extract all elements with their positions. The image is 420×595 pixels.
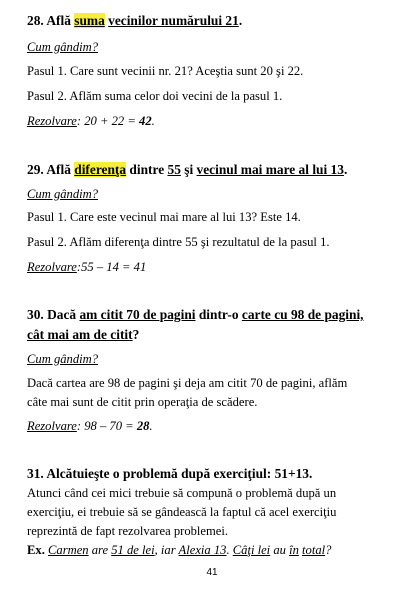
p29-rez-expr: :55 – 14 = 41: [76, 260, 147, 274]
p30-rez-expr: : 98 – 70 =: [76, 419, 137, 433]
p31-ex-in: în: [289, 543, 299, 557]
p31-ex-t4: , iar: [154, 543, 179, 557]
problem-30-title-line1: [27, 307, 364, 323]
p29-rezolvare: [27, 260, 146, 275]
problem-31-title: 31. Alcătuieşte o problemă după exerciţiul: 51+13.: [27, 466, 313, 481]
p29-underlined: vecinul mai mare al lui 13: [196, 162, 344, 177]
p28-highlight: suma: [74, 13, 105, 28]
p31-ex-alexia: Alexia 13: [178, 543, 227, 557]
p30-underlined-2: carte cu 98 de pagini,: [241, 307, 364, 322]
p29-step2: Pasul 2. Aflăm diferenţa dintre 55 şi rezultatul de la pasul 1.: [27, 235, 330, 249]
p28-underlined: vecinilor numărului 21: [108, 13, 239, 28]
problem-30-title-line2: [27, 327, 139, 343]
p29-step1: Pasul 1. Care este vecinul mai mare al lui 13? Este 14.: [27, 210, 301, 224]
p31-ex-t6: .: [226, 543, 233, 557]
p31-ex-question: ?: [325, 543, 332, 557]
p31-body-line2: exerciţiu, ei trebuie să se gândească la faptul că acel exerciţiu: [27, 505, 337, 519]
p31-body-line3: reprezintă de fapt rezolvarea problemei.: [27, 524, 229, 538]
p31-ex-t2: are: [88, 543, 112, 557]
p28-rez-end: .: [151, 114, 155, 128]
p30-rez-answer: 28: [136, 419, 150, 433]
p30-rezolvare: [27, 419, 153, 434]
p28-rez-answer: 42: [139, 114, 152, 128]
p31-body-line1: Atunci când cei mici trebuie să compună o problemă după un: [27, 486, 337, 500]
problem-29-title: [27, 162, 347, 178]
p29-t2: şi: [180, 162, 197, 177]
p31-ex-cati-lei: Câţi lei: [232, 543, 271, 557]
p30-body-line1: Dacă cartea are 98 de pagini şi deja am citit 70 de pagini, aflăm: [27, 376, 348, 390]
p28-rez-label: Rezolvare: [27, 114, 77, 128]
p30-cum-gandim: Cum gândim?: [27, 352, 99, 366]
p29-t1: dintre: [126, 162, 168, 177]
p30-rez-label: Rezolvare: [27, 419, 77, 433]
problem-28-title: [27, 13, 242, 29]
p28-dot: .: [238, 13, 243, 28]
p28-rez-expr: : 20 + 22 =: [76, 114, 140, 128]
p31-ex-label: Ex.: [27, 543, 45, 557]
p29-num: 29. Află: [27, 162, 75, 177]
p31-ex-carmen: Carmen: [48, 543, 89, 557]
p31-ex-t8: au: [270, 543, 290, 557]
p28-rezolvare: [27, 114, 155, 129]
p28-num: 28. Află: [27, 13, 75, 28]
page-number: 41: [206, 567, 218, 578]
p29-55: 55: [167, 162, 181, 177]
p30-body-line2: câte mai sunt de citit prin operaţia de scădere.: [27, 395, 258, 409]
p30-t1: dintr-o: [195, 307, 242, 322]
p29-highlight: diferenţa: [74, 162, 127, 177]
p28-step1: Pasul 1. Care sunt vecinii nr. 21? Aceştia sunt 20 şi 22.: [27, 64, 304, 78]
p28-cum-gandim: Cum gândim?: [27, 40, 99, 54]
p30-underlined-1: am citit 70 de pagini: [79, 307, 196, 322]
p30-underlined-3: cât mai am de citit: [27, 327, 133, 342]
p30-question-mark: ?: [132, 327, 140, 342]
p29-cum-gandim: Cum gândim?: [27, 187, 99, 201]
p30-rez-end: .: [149, 419, 153, 433]
p31-example: [27, 543, 331, 558]
p31-ex-51-lei: 51 de lei: [111, 543, 155, 557]
p29-dot: .: [343, 162, 348, 177]
p30-num: 30. Dacă: [27, 307, 80, 322]
p29-rez-label: Rezolvare: [27, 260, 77, 274]
p31-ex-total: total: [302, 543, 326, 557]
p28-step2: Pasul 2. Aflăm suma celor doi vecini de la pasul 1.: [27, 89, 283, 103]
